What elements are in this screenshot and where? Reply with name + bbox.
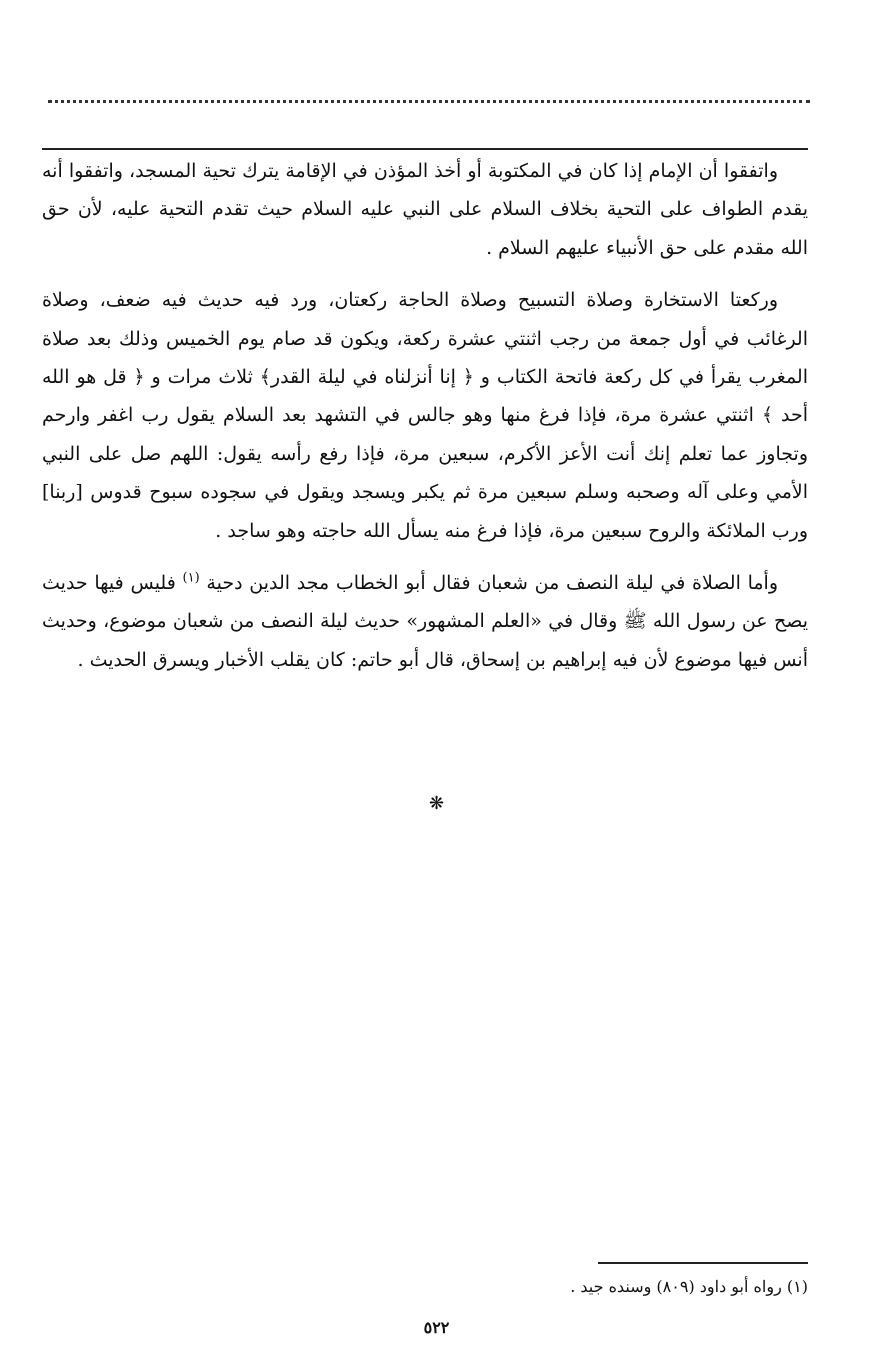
footnote-separator [598,1262,808,1264]
section-ornament-icon: ❋ [428,793,445,814]
header-dotted-rule [48,100,810,103]
paragraph-salat-ar-raghaib [42,281,808,550]
main-text [42,152,808,679]
paragraph-text: وركعتا الاستخارة وصلاة التسبيح وصلاة الحاجة ركعتان، ورد فيه حديث فيه ضعف، وصلاة الرغائب في أول جمعة من رجب اثنتي عشرة ركعة، ويكون قد صام يوم الخميس وذلك بعد صلاة المغرب يقرأ في كل ركعة فاتحة الكتاب و ﴿ إنا أنزلناه في ليلة القدر﴾ ثلاث مرات و ﴿ قل هو الله أحد ﴾ اثنتي عشرة مرة، فإذا فرغ منها وهو جالس في التشهد بعد السلام يقول رب اغفر وارحم وتجاوز عما تعلم إنك أنت الأعز الأكرم، سبعين مرة، فإذا رفع رأسه يقول: اللهم صل على النبي الأمي وعلى آله وصحبه وسلم سبعين مرة ثم يكبر ويسجد ويقول في سجوده سبوح قدوس [ربنا] ورب الملائكة والروح سبعين مرة، فإذا فرغ منه يسأل الله حاجته وهو ساجد . [42,289,808,542]
paragraph-nisf-shaban [42,564,808,679]
paragraph-text: واتفقوا أن الإمام إذا كان في المكتوبة أو أخذ المؤذن في الإقامة يترك تحية المسجد، واتفقوا أنه يقدم الطواف على التحية بخلاف السلام على النبي عليه السلام حيث تقدم التحية عليه، لأن حق الله مقدم على حق الأنبياء عليهم السلام . [42,160,808,259]
footnote-reference[interactable]: (١) [182,570,200,586]
header-solid-rule [42,148,808,150]
paragraph-text-after-ref: فليس فيها حديث يصح عن رسول الله ﷺ وقال في «العلم المشهور» حديث ليلة النصف من شعبان موضوع، وحديث أنس فيها موضوع لأن فيه إبراهيم بن إسحاق، قال أبو حاتم: كان يقلب الأخبار ويسرق الحديث . [42,572,808,671]
paragraph-text-before-ref: وأما الصلاة في ليلة النصف من شعبان فقال أبو الخطاب مجد الدين دحية [206,572,779,595]
paragraph-tahiyyat-al-masjid [42,152,808,267]
page-number: ٥٢٢ [423,1318,450,1337]
footnote: (١) رواه أبو داود (٨٠٩) وسنده جيد . [570,1277,808,1296]
